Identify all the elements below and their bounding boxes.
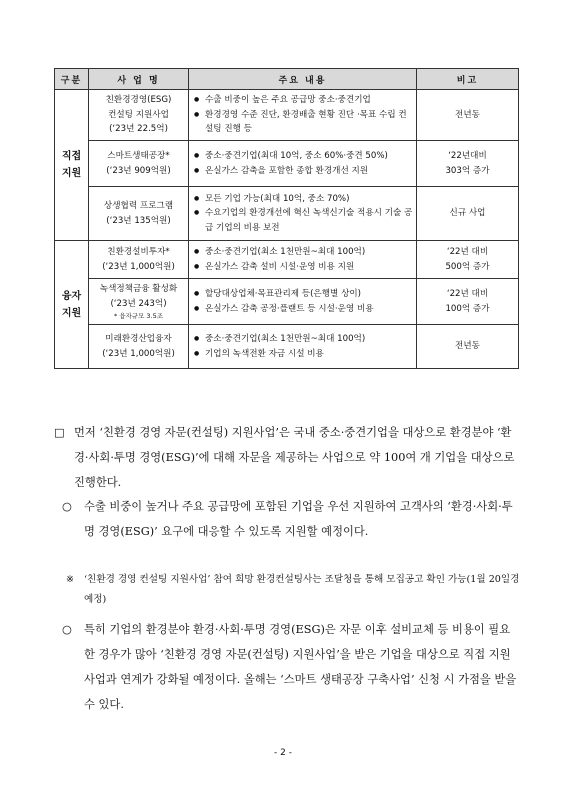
project-cell: 녹색정책금융 활성화 (‘23년 243억) * 융자규모 3.5조 (89, 279, 189, 325)
table-row (55, 141, 519, 187)
list-item: ● 온실가스 감축을 포함한 종합 환경개선 지원 (193, 164, 414, 179)
header-content: 주요 내용 (189, 69, 417, 90)
note-cell: 전년동 (417, 325, 519, 369)
content-cell (189, 141, 417, 187)
circle-bullet: ○ (62, 623, 72, 636)
content-cell (189, 90, 417, 141)
group-label-direct: 직접 지원 (55, 90, 89, 241)
list-item: ● 할당대상업체·목표관리제 등(은행별 상이) (193, 287, 414, 302)
table-row (55, 241, 519, 279)
project-cell: 미래환경산업융자 (‘23년 1,000억원) (89, 325, 189, 369)
project-cell: 친환경경영(ESG) 컨설팅 지원사업 (‘23년 22.5억) (89, 90, 189, 141)
support-programs-table (54, 68, 519, 369)
reference-note (54, 570, 520, 610)
table-header-row (55, 69, 519, 90)
paragraph-1 (54, 420, 520, 495)
list-item: ● 모든 기업 가능(최대 10억, 중소 70%) (193, 192, 414, 207)
project-cell: 스마트생태공장* (‘23년 909억원) (89, 141, 189, 187)
table-row (55, 325, 519, 369)
paragraph-2 (54, 494, 520, 544)
project-cell: 친환경설비투자* (‘23년 1,000억원) (89, 241, 189, 279)
list-item: ● 중소·중견기업(최소 1천만원~최대 100억) (193, 245, 414, 260)
square-bullet: □ (54, 426, 65, 439)
project-cell: 상생협력 프로그램 (‘23년 135억원) (89, 187, 189, 241)
header-category: 구분 (55, 69, 89, 90)
note-cell: 신규 사업 (417, 187, 519, 241)
content-cell (189, 241, 417, 279)
list-item: ● 기업의 녹색전환 자금 시설 비용 (193, 347, 414, 362)
circle-bullet: ○ (62, 500, 72, 513)
header-project: 사 업 명 (89, 69, 189, 90)
page-number: - 2 - (274, 748, 292, 758)
list-item: ● 중소·중견기업(최대 10억, 중소 60%·중견 50%) (193, 149, 414, 164)
list-item: ● 수출 비중이 높은 주요 공급망 중소·중견기업 (193, 93, 414, 108)
header-note: 비고 (417, 69, 519, 90)
note-cell: ‘22년 대비 100억 증가 (417, 279, 519, 325)
group-label-loan: 융자 지원 (55, 241, 89, 369)
list-item: ● 온실가스 감축 설비 시설·운영 비용 지원 (193, 260, 414, 275)
note-cell: ‘22년대비 303억 증가 (417, 141, 519, 187)
content-cell (189, 325, 417, 369)
content-cell (189, 187, 417, 241)
list-item: ● 중소·중견기업(최소 1천만원~최대 100억) (193, 332, 414, 347)
paragraph-1-text: 먼저 ‘친환경 경영 자문(컨설팅) 지원사업’은 국내 중소·중견기업을 대상으로 환경분야 ‘환경·사회·투명 경영(ESG)’에 대해 자문을 제공하는 사업으로 약 100여 개 기업을 대상으로 진행한다. (74, 426, 515, 489)
reference-note-text: ‘친환경 경영 컨설팅 지원사업’ 참여 희망 환경컨설팅사는 조달청을 통해 모집공고 확인 가능(1월 20일경 예정) (84, 574, 520, 605)
project-subnote: * 융자규모 3.5조 (113, 312, 164, 320)
list-item: ● 온실가스 감축 공정·플랜트 등 시설·운영 비용 (193, 302, 414, 317)
note-cell: ‘22년 대비 500억 증가 (417, 241, 519, 279)
note-cell: 전년동 (417, 90, 519, 141)
paragraph-2-text: 수출 비중이 높거나 주요 공급망에 포함된 기업을 우선 지원하여 고객사의 ‘환경·사회·투명 경영(ESG)’ 요구에 대응할 수 있도록 지원할 예정이다. (84, 500, 513, 538)
reference-mark: ※ (66, 574, 75, 585)
list-item: ● 환경경영 수준 진단, 환경배출 현황 진단 ·목표 수립 컨설팅 진행 등 (193, 108, 414, 137)
list-item: ● 수요기업의 환경개선에 혁신 녹색신기술 적용시 기술 공급 기업의 비용 보전 (193, 206, 414, 235)
table-row (55, 279, 519, 325)
table-row (55, 90, 519, 141)
paragraph-3-text: 특히 기업의 환경분야 환경·사회·투명 경영(ESG)은 자문 이후 설비교체 등 비용이 필요한 경우가 많아 ‘친환경 경영 자문(컨설팅) 지원사업’을 받은 기업을 대상으로 직접 지원사업과 연계가 강화될 예정이다. 올해는 ‘스마트 생태공장 구축사업’ 신청 시 가점을 받을 수 있다. (84, 623, 517, 711)
table-row (55, 187, 519, 241)
content-cell (189, 279, 417, 325)
paragraph-3 (54, 617, 520, 717)
